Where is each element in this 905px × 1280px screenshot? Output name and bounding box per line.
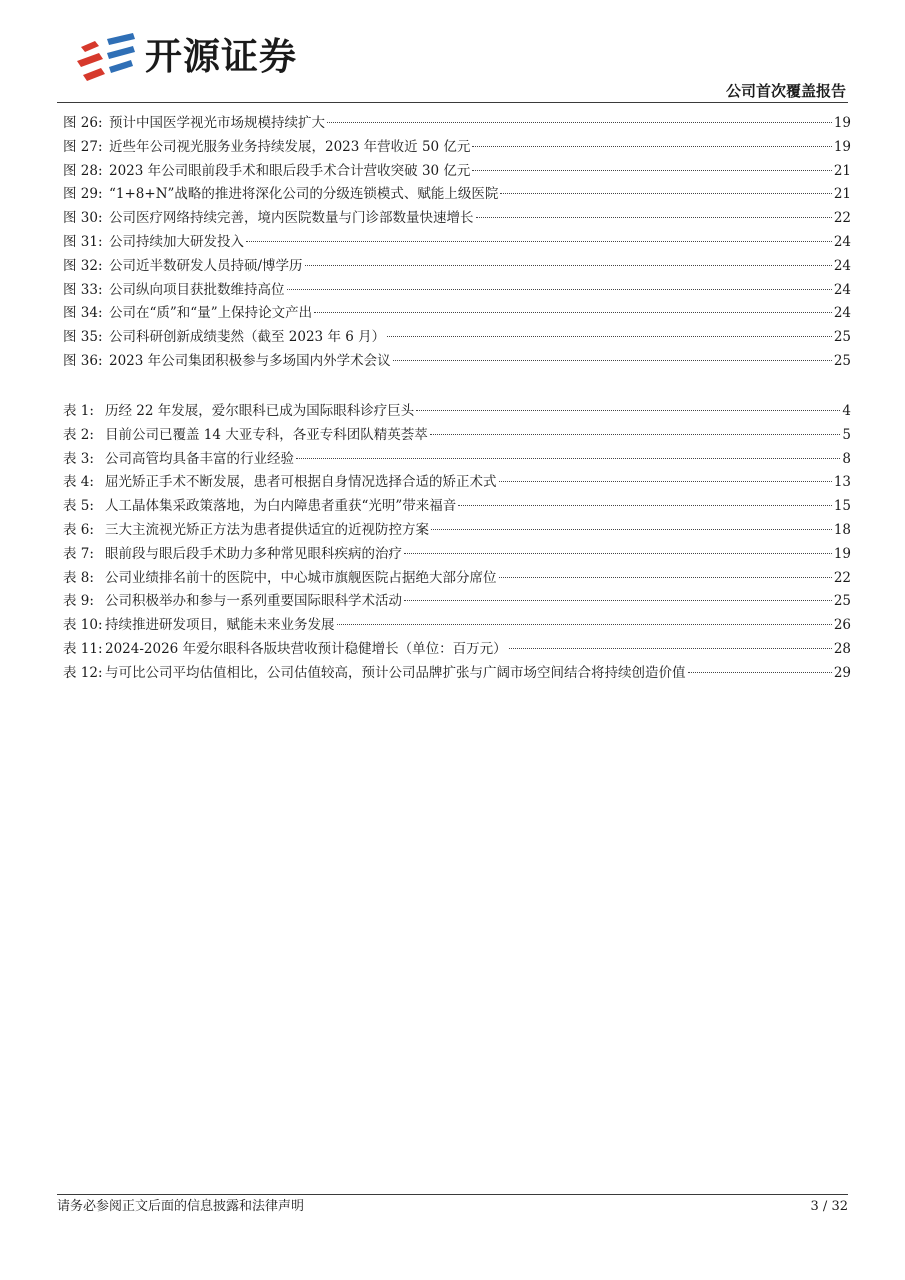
entry-title: 眼前段与眼后段手术助力多种常见眼科疾病的治疗 (105, 545, 402, 562)
page-number: 3 / 32 (810, 1199, 848, 1214)
figure-list (63, 112, 851, 374)
entry-page-number: 24 (833, 305, 851, 322)
dot-leader (314, 312, 832, 313)
entry-title: 公司持续加大研发投入 (109, 233, 244, 250)
dot-leader (287, 289, 832, 290)
table-list-item[interactable] (63, 471, 851, 495)
entry-title: 持续推进研发项目，赋能未来业务发展 (105, 617, 335, 634)
entry-page-number: 4 (842, 403, 851, 419)
entry-title: 2024-2026 年爱尔眼科各版块营收预计稳健增长（单位：百万元） (105, 640, 507, 657)
figure-list-item[interactable] (63, 207, 851, 231)
entry-title: 历经 22 年发展，爱尔眼科已成为国际眼科诊疗巨头 (105, 403, 415, 419)
header-divider (57, 102, 848, 103)
entry-label: 表 10: (63, 617, 103, 634)
entry-title: 公司近半数研发人员持硕/博学历 (109, 257, 303, 274)
dot-leader (472, 146, 831, 147)
entry-title: 公司业绩排名前十的医院中，中心城市旗舰医院占据绝大部分席位 (105, 569, 497, 586)
dot-leader (246, 241, 832, 242)
entry-title: “1+8+N”战略的推进将深化公司的分级连锁模式、赋能上级医院 (109, 186, 499, 203)
entry-page-number: 15 (833, 498, 851, 515)
figure-list-item[interactable] (63, 231, 851, 255)
figure-list-item[interactable] (63, 255, 851, 279)
entry-page-number: 22 (833, 210, 851, 227)
dot-leader (499, 481, 832, 482)
entry-label: 图 31: (63, 233, 103, 250)
entry-label: 表 7: (63, 545, 94, 562)
page-header (57, 20, 848, 102)
figure-list-item[interactable] (63, 183, 851, 207)
table-list-item[interactable] (63, 638, 851, 662)
entry-page-number: 21 (833, 162, 851, 179)
dot-leader (430, 434, 841, 435)
entry-label: 图 28: (63, 162, 103, 179)
entry-page-number: 19 (833, 138, 851, 155)
entry-title: 公司科研创新成绩斐然（截至 2023 年 6 月） (109, 329, 386, 346)
dot-leader (393, 360, 832, 361)
brand-name: 开源证券 (145, 35, 297, 78)
dot-leader (404, 600, 832, 601)
table-list-item[interactable] (63, 495, 851, 519)
entry-page-number: 21 (833, 186, 851, 203)
figure-list-item[interactable] (63, 112, 851, 136)
entry-label: 图 26: (63, 115, 103, 131)
entry-title: 近些年公司视光服务业务持续发展，2023 年营收近 50 亿元 (109, 138, 471, 155)
entry-label: 图 33: (63, 281, 103, 298)
table-list-item[interactable] (63, 448, 851, 472)
entry-page-number: 18 (833, 521, 851, 538)
entry-title: 预计中国医学视光市场规模持续扩大 (109, 115, 325, 131)
table-list-item[interactable] (63, 424, 851, 448)
entry-label: 表 4: (63, 474, 94, 491)
table-list-item[interactable] (63, 614, 851, 638)
footer-divider (57, 1194, 848, 1195)
entry-label: 表 1: (63, 403, 94, 419)
entry-label: 表 12: (63, 664, 103, 681)
entry-title: 屈光矫正手术不断发展，患者可根据自身情况选择合适的矫正术式 (105, 474, 497, 491)
entry-label: 图 29: (63, 186, 103, 203)
dot-leader (688, 672, 832, 673)
entry-label: 表 9: (63, 593, 94, 610)
figure-list-item[interactable] (63, 136, 851, 160)
dot-leader (337, 624, 832, 625)
entry-title: 公司积极举办和参与一系列重要国际眼科学术活动 (105, 593, 402, 610)
entry-page-number: 22 (833, 569, 851, 586)
table-list-item[interactable] (63, 400, 851, 424)
footer-disclaimer: 请务必参阅正文后面的信息披露和法律声明 (57, 1199, 305, 1214)
entry-title: 公司在“质”和“量”上保持论文产出 (109, 305, 313, 322)
entry-title: 公司纵向项目获批数维持高位 (109, 281, 285, 298)
figure-list-item[interactable] (63, 160, 851, 184)
entry-page-number: 24 (833, 233, 851, 250)
entry-page-number: 25 (833, 593, 851, 610)
entry-page-number: 26 (833, 617, 851, 634)
entry-label: 表 5: (63, 498, 94, 515)
entry-page-number: 24 (833, 281, 851, 298)
dot-leader (476, 217, 832, 218)
figure-list-item[interactable] (63, 279, 851, 303)
entry-page-number: 5 (842, 426, 851, 443)
entry-label: 图 35: (63, 329, 103, 346)
figure-list-item[interactable] (63, 302, 851, 326)
table-list-item[interactable] (63, 519, 851, 543)
entry-title: 公司医疗网络持续完善，境内医院数量与门诊部数量快速增长 (109, 210, 474, 227)
entry-label: 表 11: (63, 640, 103, 657)
entry-label: 图 32: (63, 257, 103, 274)
entry-title: 人工晶体集采政策落地，为白内障患者重获“光明”带来福音 (105, 498, 457, 515)
dot-leader (499, 577, 832, 578)
entry-page-number: 24 (833, 257, 851, 274)
entry-label: 图 27: (63, 138, 103, 155)
entry-title: 三大主流视光矫正方法为患者提供适宜的近视防控方案 (105, 521, 429, 538)
dot-leader (500, 193, 831, 194)
figure-list-item[interactable] (63, 326, 851, 350)
entry-page-number: 8 (842, 450, 851, 467)
entry-title: 与可比公司平均估值相比，公司估值较高，预计公司品牌扩张与广阔市场空间结合将持续创造价值 (105, 664, 686, 681)
dot-leader (416, 410, 840, 411)
entry-page-number: 28 (833, 640, 851, 657)
entry-page-number: 19 (833, 545, 851, 562)
dot-leader (296, 458, 840, 459)
entry-page-number: 25 (833, 329, 851, 346)
entry-page-number: 25 (833, 352, 851, 369)
table-list-item[interactable] (63, 590, 851, 614)
report-type-label: 公司首次覆盖报告 (725, 82, 846, 100)
entry-page-number: 19 (833, 115, 851, 131)
dot-leader (458, 505, 832, 506)
table-list-item[interactable] (63, 543, 851, 567)
entry-label: 表 2: (63, 426, 94, 443)
entry-page-number: 13 (833, 474, 851, 491)
entry-label: 表 8: (63, 569, 94, 586)
entry-label: 表 3: (63, 450, 94, 467)
figure-list-item[interactable] (63, 350, 851, 374)
dot-leader (404, 553, 832, 554)
dot-leader (472, 170, 831, 171)
dot-leader (431, 529, 832, 530)
entry-label: 图 30: (63, 210, 103, 227)
dot-leader (305, 265, 832, 266)
entry-title: 目前公司已覆盖 14 大亚专科，各亚专科团队精英荟萃 (105, 426, 428, 443)
brand-logo-icon (77, 33, 137, 85)
dot-leader (387, 336, 832, 337)
entry-label: 表 6: (63, 521, 94, 538)
table-list-item[interactable] (63, 567, 851, 591)
entry-page-number: 29 (833, 664, 851, 681)
dot-leader (509, 648, 832, 649)
dot-leader (327, 122, 832, 123)
entry-label: 图 36: (63, 352, 103, 369)
table-list (63, 400, 851, 686)
entry-title: 2023 年公司眼前段手术和眼后段手术合计营收突破 30 亿元 (109, 162, 471, 179)
table-list-item[interactable] (63, 662, 851, 686)
entry-label: 图 34: (63, 305, 103, 322)
entry-title: 2023 年公司集团积极参与多场国内外学术会议 (109, 352, 391, 369)
entry-title: 公司高管均具备丰富的行业经验 (105, 450, 294, 467)
